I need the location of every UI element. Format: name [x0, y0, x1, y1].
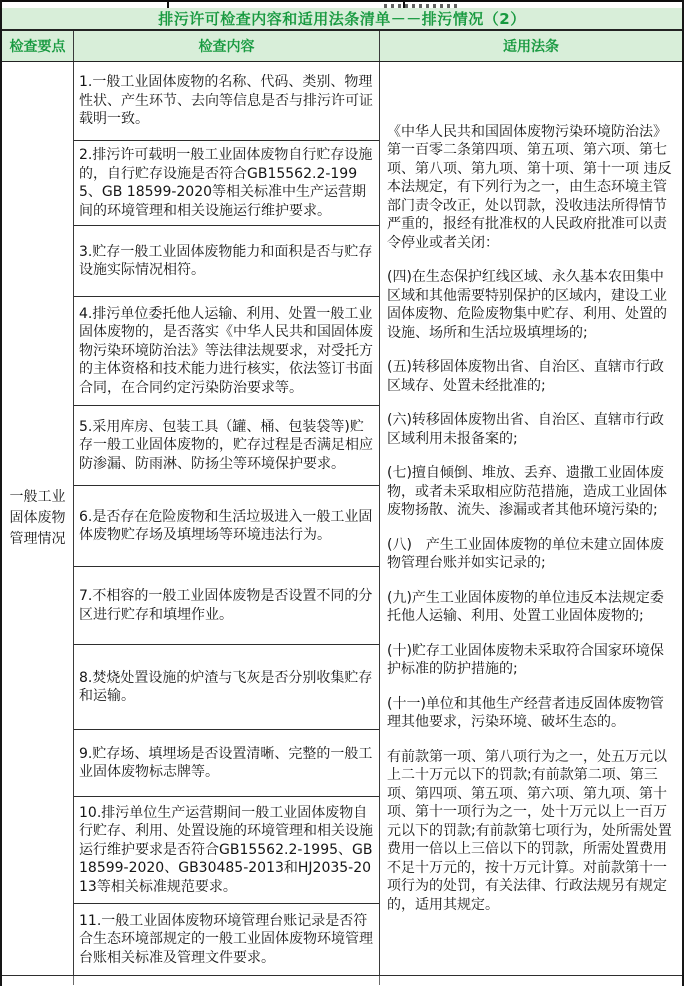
previous-table-fragment [2, 0, 682, 8]
inspection-item-1: 1.一般工业固体废物的名称、代码、类别、物理性状、产生环节、去向等信息是否与排污许可证载明一致。 [74, 62, 379, 141]
inspection-item-3: 3.贮存一般工业固体废物能力和面积是否与贮存设施实际情况相符。 [74, 226, 379, 297]
table-body-row [2, 62, 682, 976]
table-title: 排污许可检查内容和适用法条清单－－排污情况（2） [2, 8, 682, 31]
fragment-column-border-2 [379, 976, 380, 985]
law-paragraph-item7: (七)擅自倾倒、堆放、丢弃、遗撒工业固体废物，或者未采取相应防范措施，造成工业固体废物扬散、流失、渗漏或者其他环境污染的; [387, 465, 667, 519]
law-paragraph-item8: (八) 产生工业固体废物的单位未建立固体废物管理台账并如实记录的; [387, 536, 664, 572]
header-applicable-law: 适用法条 [503, 39, 559, 55]
law-paragraph-item9: (九)产生工业固体废物的单位违反本法规定委托他人运输、利用、处置工业固体废物的; [387, 589, 664, 625]
law-paragraph-item6: (六)转移固体废物出省、自治区、直辖市行政区域利用未报备案的; [387, 412, 664, 447]
inspection-item-8: 8.焚烧处置设施的炉渣与飞灰是否分别收集贮存和运输。 [74, 645, 379, 730]
inspection-table [2, 8, 682, 985]
law-paragraph-item5: (五)转移固体废物出省、自治区、直辖市行政区域存、处置未经批准的; [387, 359, 664, 394]
header-check-points: 检查要点 [2, 31, 74, 61]
header-check-content: 检查内容 [74, 31, 380, 61]
category-label: 一般工业固体废物管理情况 [9, 489, 66, 547]
inspection-item-9: 9.贮存场、填埋场是否设置清晰、完整的一般工业固体废物标志牌等。 [74, 730, 379, 797]
inspection-item-5: 5.采用库房、包装工具（罐、桶、包装袋等)贮存一般工业固体废物的，贮存过程是否满足相应防渗漏、防雨淋、防扬尘等环境保护要求。 [74, 406, 379, 486]
next-row-fragment [2, 976, 682, 985]
law-paragraph-item4: (四)在生态保护红线区域、永久基本农田集中区域和其他需要特别保护的区域内，建设工业固体废物、危险废物集中贮存、利用、处置的设施、场所和生活垃圾填埋场的; [387, 269, 667, 341]
inspection-item-10: 10.排污单位生产运营期间一般工业固体废物自行贮存、利用、处置设施的环境管理和相关设施运行维护要求是否符合GB15562.2-1995、GB 18599-2020、GB30485-2013和HJ2035-2013等相关标准规范要求。 [74, 797, 379, 904]
inspection-item-6: 6.是否存在危险废物和生活垃圾进入一般工业固体废物贮存场及填埋场等环境违法行为。 [74, 486, 379, 567]
law-paragraph-penalty: 有前款第一项、第八项行为之一，处五万元以上二十万元以下的罚款;有前款第二项、第三项、第四项、第五项、第六项、第九项、第十项、第十一项行为之一，处十万元以上一百万元以下的罚款;有前款第七项行为，处所需处置费用一倍以上三倍以下的罚款，所需处置费用不足十万元的，按十万元计算。对前款第十一项行为的处罚，有关法律、行政法规另有规定的，适用其规定。 [387, 748, 672, 913]
clipped-text-fragment [384, 4, 458, 8]
law-paragraph-intro: 《中华人民共和国固体废物污染环境防治法》第一百零二条第四项、第五项、第六项、第七项、第八项、第九项、第十项、第十一项 违反本法规定，有下列行为之一，由生态环境主管部门责令改正，处以罚款，没收违法所得情节严重的，报经有批准权的人民政府批准可以责令停业或者关闭： [387, 123, 672, 251]
table-header-row [2, 31, 682, 62]
applicable-law-cell [380, 62, 682, 975]
inspection-items-column [74, 62, 380, 975]
law-paragraph-item11: (十一)单位和其他生产经营者违反固体废物管理其他要求，污染环境、破坏生态的。 [387, 695, 664, 731]
inspection-item-2: 2.排污许可载明一般工业固体废物自行贮存设施的，自行贮存设施是否符合GB15562.2-1995、GB 18599-2020等相关标准中生产运营期间的环境管理和相关设施运行维护要求。 [74, 141, 379, 226]
inspection-item-11: 11.一般工业固体废物环境管理台账记录是否符合生态环境部规定的一般工业固体废物环境管理台账相关标准及管理文件要求。 [79, 912, 373, 966]
fragment-border-left [167, 2, 169, 8]
inspection-item-4: 4.排污单位委托他人运输、利用、处置一般工业固体废物的，是否落实《中华人民共和国固体废物污染环境防治法》等法律法规要求，对受托方的主体资格和技术能力进行核实，依法签订书面合同，在合同约定污染防治要求等。 [74, 297, 379, 406]
law-paragraph-item10: (十)贮存工业固体废物未采取符合国家环境保护标准的防护措施的; [387, 642, 664, 678]
inspection-item-7: 7.不相容的一般工业固体废物是否设置不同的分区进行贮存和填埋作业。 [74, 567, 379, 645]
category-cell [2, 62, 74, 975]
fragment-column-border-1 [73, 976, 74, 985]
